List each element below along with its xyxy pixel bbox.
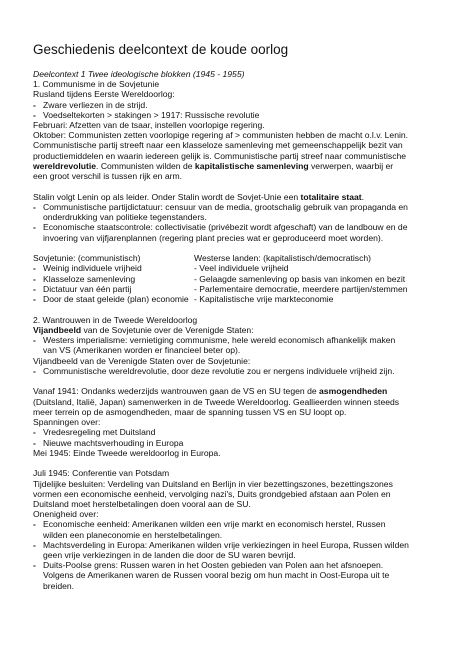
comparison-table — [33, 253, 445, 304]
section-1-heading: 1. Communisme in de Sovjetunie — [33, 79, 160, 90]
bullet-item: - Communistische partijdictatuur: censuur van de media, grootschalig gebruik van propaganda en — [33, 202, 445, 212]
paragraph-line: Februari: Afzetten van de tsaar, instellen voorlopige regering. — [33, 120, 265, 131]
paragraph-line: Tijdelijke besluiten: Verdeling van Duitsland en Berlijn in vier bezettingszones, bezettingszones — [33, 478, 393, 489]
bullet-item: - Machtsverdeling in Europa: Amerikanen wilden vrije verkiezingen in heel Europa, Russen wilden — [33, 540, 445, 550]
comparison-item: - Parlementaire democratie, meerdere partijen/stemmen — [194, 283, 408, 294]
section-2-heading: 2. Wantrouwen in de Tweede Wereldoorlog — [33, 314, 198, 325]
comparison-item: - Gelaagde samenleving op basis van inkomen en bezit — [194, 273, 406, 284]
comparison-item: - Kapitalistische vrije markteconomie — [194, 294, 334, 305]
bullet-continuation: van VS (Amerikanen worden er financieel beter op). — [43, 345, 241, 356]
paragraph-line: productiemiddelen en waarin iedereen gelijk is. Communistische partij streef naar communistische — [33, 150, 407, 161]
bullet-continuation: geen vrije verkiezingen in de landen die door de SU waren bevrijd. — [43, 550, 296, 561]
paragraph-line: Vijandbeeld van de Sovjetunie over de Verenigde Staten: — [33, 324, 254, 335]
bullet-item: - Communistische wereldrevolutie, door deze revolutie zou er nergens individuele vrijheid zijn. — [33, 366, 445, 376]
bullet-continuation: onderdrukking van politieke tegenstanders. — [43, 212, 207, 223]
paragraph-line: Juli 1945: Conferentie van Potsdam — [33, 468, 170, 479]
paragraph-line: Spanningen over: — [33, 417, 101, 428]
term-kapitalistische-samenleving: kapitalistische samenleving — [194, 160, 309, 171]
comparison-item: - Klasseloze samenleving — [33, 274, 194, 284]
paragraph-line: Oktober: Communisten zetten voorlopige regering af > communisten hebben de macht o.l.v. Lenin. — [33, 130, 409, 141]
paragraph-line: Mei 1945: Einde Tweede wereldoorlog in Europa. — [33, 447, 221, 458]
bullet-item: - Voedseltekorten > stakingen > 1917: Russische revolutie — [33, 110, 445, 120]
comparison-item: - Door de staat geleide (plan) economie — [33, 294, 194, 304]
bullet-continuation: breiden. — [43, 580, 75, 591]
paragraph-line: Vanaf 1941: Ondanks wederzijds wantrouwen gaan de VS en SU tegen de asmogendheden — [33, 386, 388, 397]
bullet-item: - Economische staatscontrole: collectivisatie (privébezit wordt afgeschaft) van de landbouw en de — [33, 222, 445, 232]
bullet-continuation: wilden een planeconomie en herstelbetalingen. — [43, 529, 223, 540]
paragraph-line: een groot verschil is tussen rijk en arm. — [33, 171, 183, 182]
bullet-item: - Zware verliezen in de strijd. — [33, 100, 445, 110]
document-body — [33, 69, 445, 591]
comparison-item: - Veel individuele vrijheid — [194, 263, 289, 274]
paragraph-line: vormen een economische eenheid, vervolging nazi's, Duits grondgebied afstaan aan Polen en — [33, 488, 391, 499]
bullet-item: - Vredesregeling met Duitsland — [33, 427, 445, 437]
paragraph-line: Duitsland moet herstelbetalingen doen vooral aan de SU. — [33, 499, 251, 510]
paragraph-line: Stalin volgt Lenin op als leider. Onder Stalin wordt de Sovjet-Unie een totalitaire staat. — [33, 191, 365, 202]
column-heading: Westerse landen: (kapitalistisch/democratisch) — [194, 253, 372, 264]
paragraph-line: wereldrevolutie. Communisten wilden de kapitalistische samenleving verwerpen, waarbij er — [33, 160, 394, 171]
bullet-continuation: invoering van vijfjarenplannen (regering plant precies wat er geproduceerd moet worden). — [43, 232, 384, 243]
paragraph-line: Communistische partij streeft naar een klasseloze samenleving met gemeenschappelijk bezit van — [33, 140, 403, 151]
bullet-item: - Westers imperialisme: vernietiging communisme, hele wereld economisch afhankelijk maken — [33, 335, 445, 345]
column-heading: Sovjetunie: (communistisch) — [33, 253, 141, 264]
term-wereldrevolutie: wereldrevolutie — [33, 160, 97, 171]
comparison-item: - Weinig individuele vrijheid — [33, 263, 194, 273]
paragraph-line: (Duitsland, Italië, Japan) samenwerken in de Tweede Wereldoorlog. Geallieerden winnen steeds — [33, 396, 400, 407]
term-asmogendheden: asmogendheden — [319, 386, 388, 397]
bullet-continuation: Volgens de Amerikanen waren de Russen vooral bezig om hun macht in Oost-Europa uit te — [43, 570, 390, 581]
bullet-item: - Duits-Poolse grens: Russen waren in het Oosten gebieden van Polen aan het afsnoepen. — [33, 560, 445, 570]
term-vijandbeeld: Vijandbeeld — [33, 324, 82, 335]
bullet-item: - Economische eenheid: Amerikanen wilden een vrije markt en economisch herstel, Russen — [33, 519, 445, 529]
page-title: Geschiedenis deelcontext de koude oorlog — [33, 42, 289, 57]
term-totalitaire-staat: totalitaire staat — [300, 191, 362, 202]
bullet-item: - Nieuwe machtsverhouding in Europa — [33, 438, 445, 448]
paragraph-line: Rusland tijdens Eerste Wereldoorlog: — [33, 89, 175, 100]
paragraph-line: Onenigheid over: — [33, 509, 99, 520]
comparison-item: - Dictatuur van één partij — [33, 284, 194, 294]
paragraph-line: meer terrein op de asmogendheden, maar de spanning tussen VS en SU loopt op. — [33, 406, 347, 417]
comparison-column-westers — [194, 253, 444, 304]
subtitle: Deelcontext 1 Twee ideologische blokken (1945 - 1955) — [33, 69, 245, 79]
paragraph-line: Vijandbeeld van de Verenigde Staten over de Sovjetunie: — [33, 355, 251, 366]
comparison-column-sovjet — [33, 253, 194, 304]
